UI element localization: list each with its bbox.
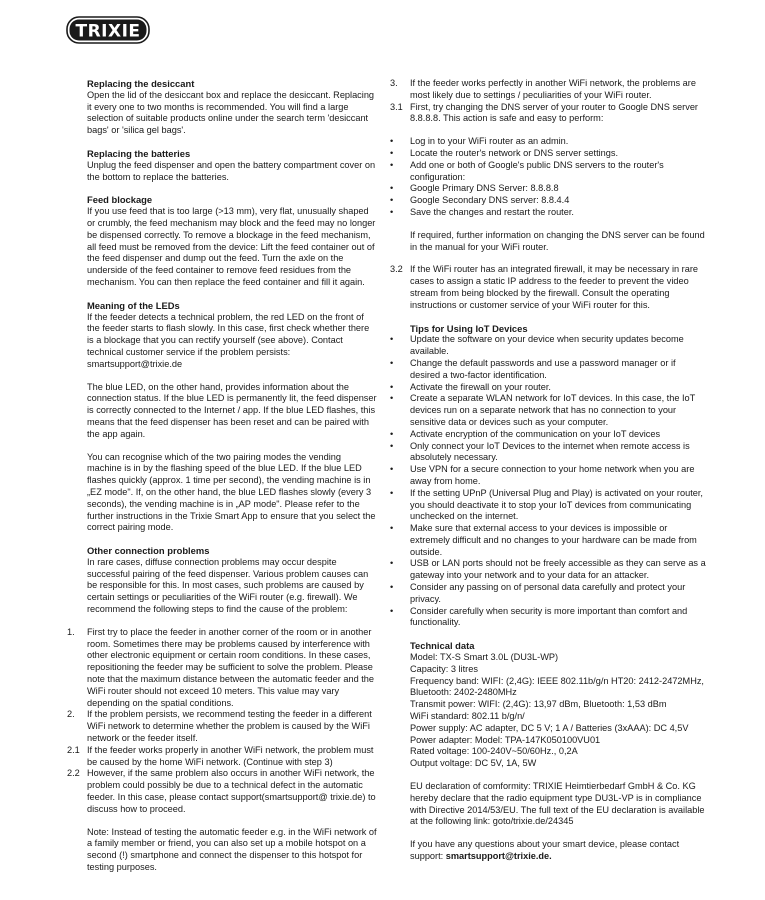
- list-item-text: USB or LAN ports should not be freely accessible as they can serve as a gateway into your network and to your data for an attacker.: [410, 558, 706, 581]
- eu-declaration: EU declaration of comformity: TRIXIE Heimtierbedarf GmbH & Co. KG hereby declare that the radio equipment type DU3L-VP is in compliance with Directive 2014/53/EU. The full text of the EU declaration is available at the following link: goto/trixie.de/24345: [410, 781, 705, 827]
- step-number: 3.2: [390, 264, 403, 275]
- list-item: • Locate the router's network or DNS server settings.: [410, 148, 706, 160]
- step-number: 3.: [390, 78, 398, 88]
- list-item: • Google Primary DNS Server: 8.8.8.8: [410, 183, 706, 195]
- list-item-text: If the setting UPnP (Universal Plug and Play) is activated on your router, you should deactivate it to stop your IoT devices from communicating unchecked on the internet.: [410, 487, 703, 522]
- support-email-link[interactable]: smartsupport@trixie.de.: [445, 851, 552, 862]
- tech-line: Power supply: AC adapter, DC 5 V; 1 A / Batteries (3xAAA): DC 4,5V: [410, 722, 689, 733]
- leds-paragraph-3: You can recognise which of the two pairing modes the vending machine is in by the flashing speed of the blue LED. If the blue LED flashes quickly (approx. 1 time per second), the vending machine is in „EZ mode". If, on the other hand, the blue LED flashes slowly (every 3 seconds), the vending machine is in „AP mode". Please refer to the further instructions in the Trixie Smart App to ensure that you select the correct pairing mode.: [87, 451, 376, 533]
- list-item: • USB or LAN ports should not be freely accessible as they can serve as a gateway into your network and to your data for an attacker.: [390, 558, 706, 581]
- step-number: 1.: [67, 626, 75, 637]
- list-item: • If the setting UPnP (Universal Plug and Play) is activated on your router, you should deactivate it to stop your IoT devices from communicating unchecked on the internet.: [410, 488, 706, 523]
- list-item-text: Only connect your IoT Devices to the internet when remote access is absolutely necessary.: [410, 440, 690, 463]
- step-text: If the feeder works properly in another WiFi network, the problem must be caused by the home WiFi network. (Continue with step 3): [87, 744, 374, 767]
- step-number: 2.: [67, 709, 75, 720]
- logo-text: TRIXIE: [75, 21, 141, 42]
- list-item: • Log in to your WiFi router as an admin.: [410, 136, 706, 148]
- step-number: 3.1: [390, 101, 403, 112]
- step-text: First try to place the feeder in another corner of the room or in another room. Sometimes there may be problems caused by interference with other electronic equipment or certain room conditions. In these cases, repositioning the feeder may be sufficient to solve the problem. Please note that the maximum distance between the automatic feeder and the WiFi router should not exceed 10 meters. This value may vary depending on the spatial conditions.: [87, 626, 375, 708]
- technical-data-list: [410, 652, 706, 770]
- list-item-text: Make sure that external access to your devices is impossible or extremely difficult and no changes to your hardware can be made from outside.: [410, 523, 697, 557]
- list-item: • Consider carefully when security is more important than comfort and functionality.: [410, 606, 706, 630]
- step-text: However, if the same problem also occurs in another WiFi network, the problem could possibly be due to a technical defect in the automatic feeder. In this case, please contact support(smartsupport@ trixie.de) to discuss how to proceed.: [87, 768, 376, 814]
- list-item: • Activate encryption of the communication on your IoT devices: [410, 429, 706, 441]
- list-item: • Use VPN for a secure connection to your home network when you are away from home.: [410, 464, 706, 488]
- step-number: 2.2: [67, 768, 80, 779]
- list-item: • Create a separate WLAN network for IoT devices. In this case, the IoT devices run on a separate network that has no connection to your sensitive data or devices such as your computer.: [410, 393, 706, 428]
- list-item-text: Google Secondary DNS server: 8.8.4.4: [410, 195, 570, 206]
- list-item-text: Google Primary DNS Server: 8.8.8.8: [410, 183, 559, 194]
- blockage-heading: Feed blockage: [87, 194, 153, 206]
- list-item-text: Log in to your WiFi router as an admin.: [410, 136, 569, 147]
- left-column: [67, 78, 377, 874]
- batteries-heading: Replacing the batteries: [87, 147, 191, 159]
- list-item: • Change the default passwords and use a password manager or if desired a two-factor identification.: [410, 358, 706, 382]
- other-problems-body: In rare cases, diffuse connection problems may occur despite successful pairing of the feed dispenser. Various problem causes can be responsible for this. In most cases, such problems are caused by certain settings or peculiarities of the WiFi router (e.g. firewall). We recommend the following steps to find the cause of the problem:: [87, 556, 369, 615]
- list-item-text: Save the changes and restart the router.: [410, 206, 574, 217]
- list-item-text: Change the default passwords and use a password manager or if desired a two-factor identification.: [410, 357, 676, 380]
- list-item: • Save the changes and restart the router.: [410, 207, 706, 219]
- step-text: If the problem persists, we recommend testing the feeder in a different WiFi network to determine whether the problem is caused by the WiFi network or the feeder itself.: [87, 709, 372, 744]
- list-item-text: Create a separate WLAN network for IoT devices. In this case, the IoT devices run on a separate network that has no connection to your sensitive data or devices such as your computer.: [410, 393, 696, 427]
- batteries-body: Unplug the feed dispenser and open the battery compartment cover on the bottom to replace the batteries.: [87, 159, 376, 182]
- tech-line: Rated voltage: 100-240V~50/60Hz., 0,2A: [410, 746, 578, 757]
- list-item-text: Consider any passing on of personal data carefully and protect your privacy.: [410, 582, 686, 604]
- technical-data-heading: Technical data: [410, 640, 475, 652]
- iot-tips-heading: Tips for Using IoT Devices: [410, 322, 528, 334]
- list-item-text: Activate the firewall on your router.: [410, 381, 551, 392]
- tech-line: Power adapter: Model: TPA-147K050100VU01: [410, 734, 601, 745]
- contact-text: If you have any questions about your smart device, please contact support:: [410, 839, 680, 862]
- batteries-section: [87, 148, 377, 183]
- dns-bullet-list: [390, 136, 706, 219]
- tech-line: WiFi standard: 802.11 b/g/n/: [410, 711, 525, 722]
- list-item-text: Consider carefully when security is more important than comfort and functionality.: [410, 605, 688, 628]
- iot-bullet-list: [390, 334, 706, 629]
- step-text: If the WiFi router has an integrated firewall, it may be necessary in rare cases to assign a static IP address to the feeder to prevent the video stream from being blocked by the firewall. Consult the operating instructions or customer service of your WiFi router for this.: [410, 264, 698, 310]
- tech-line: Model: TX-S Smart 3.0L (DU3L-WP): [410, 652, 559, 663]
- leds-paragraph-2: The blue LED, on the other hand, provides information about the connection status. If the blue LED is permanently lit, the feed dispenser is correctly connected to the Internet / app. If the blue LED flashes, this means that the feed dispenser has been reset and can be paired with the app again.: [87, 381, 377, 439]
- list-item-text: Use VPN for a secure connection to your home network when you are away from home.: [410, 464, 695, 486]
- step-item: [67, 626, 377, 710]
- step-item: [67, 709, 377, 744]
- leds-section: [87, 300, 377, 534]
- list-item-text: Add one or both of Google's public DNS servers to the router's configuration:: [410, 159, 664, 182]
- list-item: • Add one or both of Google's public DNS servers to the router's configuration:: [410, 160, 706, 184]
- blockage-section: [87, 194, 377, 288]
- list-item: • Activate the firewall on your router.: [410, 382, 706, 394]
- step-text: First, try changing the DNS server of your router to Google DNS server 8.8.8.8. This action is safe and easy to perform:: [410, 101, 698, 124]
- trixie-logo: [66, 16, 150, 48]
- step-item: [390, 78, 706, 102]
- desiccant-heading: Replacing the desiccant: [87, 78, 195, 89]
- leds-heading: Meaning of the LEDs: [87, 299, 180, 311]
- step-text: If the feeder works perfectly in another WiFi network, the problems are most likely due to settings / peculiarities of your WiFi router.: [410, 78, 696, 100]
- contact-paragraph: [410, 839, 706, 863]
- step-item: [390, 101, 706, 126]
- list-item: • Google Secondary DNS server: 8.8.4.4: [410, 195, 706, 207]
- list-item: • Make sure that external access to your devices is impossible or extremely difficult and no changes to your hardware can be made from outside.: [410, 523, 706, 558]
- tech-line: Capacity: 3 litres: [410, 663, 478, 674]
- step-item: [67, 744, 377, 769]
- desiccant-body: Open the lid of the desiccant box and replace the desiccant. Replacing it every one to two months is recommended. You will find a large selection of suitable products online under the search term 'desiccant bags' or 'silica gel bags'.: [87, 89, 375, 136]
- tech-line: Frequency band: WIFI: (2,4G): IEEE 802.11b/g/n HT20: 2412-2472MHz, Bluetooth: 2402-2480MHz: [410, 675, 704, 698]
- troubleshooting-steps: [67, 626, 377, 874]
- list-item: • Consider any passing on of personal data carefully and protect your privacy.: [410, 582, 706, 606]
- tech-line: Transmit power: WIFI: (2,4G): 13,97 dBm, Bluetooth: 1,53 dBm: [410, 699, 667, 710]
- list-item-text: Locate the router's network or DNS server settings.: [410, 147, 619, 158]
- list-item-text: Update the software on your device when security updates become available.: [410, 334, 684, 357]
- other-problems-heading: Other connection problems: [87, 545, 210, 557]
- tech-line: Output voltage: DC 5V, 1A, 5W: [410, 758, 537, 769]
- step-number: 2.1: [67, 744, 80, 755]
- dns-note: If required, further information on changing the DNS server can be found in the manual for your WiFi router.: [410, 229, 705, 252]
- list-item: • Update the software on your device when security updates become available.: [410, 334, 706, 358]
- step-item: [67, 768, 377, 815]
- hotspot-note: Note: Instead of testing the automatic feeder e.g. in the WiFi network of a family member or friend, you can also set up a mobile hotspot on a second (!) smartphone and connect the dispenser to this hotspot for testing purposes.: [87, 826, 377, 873]
- other-problems-section: [87, 545, 377, 616]
- step-item: [390, 264, 706, 311]
- list-item: • Only connect your IoT Devices to the internet when remote access is absolutely necessary.: [410, 441, 706, 465]
- right-column: [390, 78, 706, 863]
- desiccant-section: [87, 78, 377, 137]
- blockage-body: If you use feed that is too large (>13 mm), very flat, unusually shaped or crumbly, the feed mechanism may block and the feed may no longer be dispensed correctly. To remove a blockage in the feed mechanism, all feed must be removed from the device: Lift the feed container out of the feed dispenser and dump out the feed. Turn the axle on the underside of the feed container to remove feed residues from the mechanism. You can then replace the feed container and fill it again.: [87, 206, 376, 287]
- list-item-text: Activate encryption of the communication on your IoT devices: [410, 428, 661, 439]
- leds-paragraph-1: If the feeder detects a technical problem, the red LED on the front of the feeder starts to flash slowly. In this case, first check whether there is a blockage that you can rectify yourself (see above). Contact technical customer service if the problem persists: smartsupport@trixie.de: [87, 311, 370, 369]
